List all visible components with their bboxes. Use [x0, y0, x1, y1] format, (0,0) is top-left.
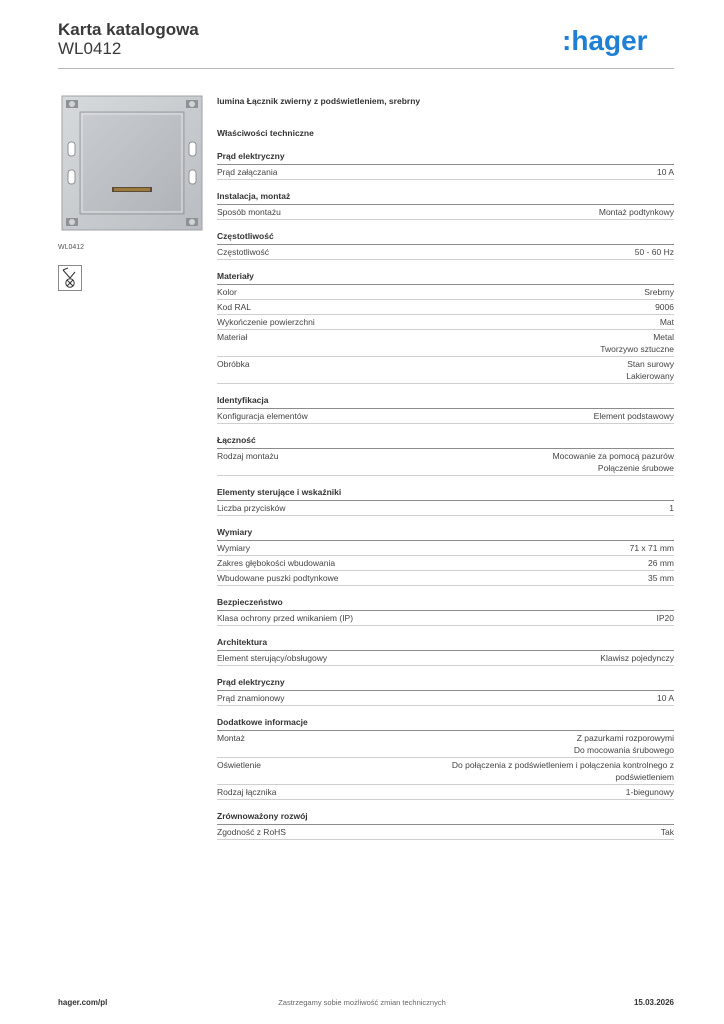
spec-value-line: 10 A	[656, 167, 674, 177]
section-heading: Dodatkowe informacje	[217, 716, 674, 731]
header-divider	[58, 68, 674, 69]
spec-label: Rodzaj montażu	[217, 451, 279, 461]
spec-section	[217, 394, 674, 424]
section-heading: Prąd elektryczny	[217, 150, 674, 165]
spec-value-line: Do połączenia z podświetleniem i połączenia kontrolnego z	[451, 760, 674, 770]
spec-row	[217, 691, 674, 706]
spec-value-line: Lakierowany	[626, 371, 674, 381]
spec-value-line: 1	[669, 503, 674, 513]
spec-value-line: Klawisz pojedynczy	[600, 653, 674, 663]
spec-value-line: Srebrny	[644, 287, 674, 297]
spec-row	[217, 731, 674, 758]
spec-label: Oświetlenie	[217, 760, 261, 770]
spec-value	[599, 206, 674, 218]
spec-value	[648, 557, 674, 569]
spec-label: Sposób montażu	[217, 207, 281, 217]
spec-row	[217, 758, 674, 785]
spec-label: Klasa ochrony przed wnikaniem (IP)	[217, 613, 354, 623]
spec-value-line: Element podstawowy	[593, 411, 674, 421]
spec-value	[657, 692, 674, 704]
spec-value-line: Mocowanie za pomocą pazurów	[552, 451, 674, 461]
spec-section	[217, 716, 674, 800]
product-title: lumina Łącznik zwierny z podświetleniem, srebrny	[217, 96, 421, 106]
spec-row	[217, 205, 674, 220]
spec-value	[553, 450, 674, 474]
section-heading: Częstotliwość	[217, 230, 674, 245]
spec-value	[648, 572, 674, 584]
spec-value-line: 9006	[655, 302, 674, 312]
illuminated-switch-symbol-icon	[58, 265, 82, 291]
section-heading: Architektura	[217, 636, 674, 651]
spec-label: Prąd znamionowy	[217, 693, 285, 703]
spec-value	[452, 759, 674, 783]
spec-row	[217, 651, 674, 666]
spec-section	[217, 526, 674, 586]
footer-url[interactable]: hager.com/pl	[58, 998, 108, 1007]
spec-value-line: Połączenie śrubowe	[597, 463, 674, 473]
spec-row	[217, 571, 674, 586]
image-caption: WL0412	[58, 244, 85, 251]
spec-value-line: Z pazurkami rozporowymi	[576, 733, 674, 743]
spec-value	[630, 542, 674, 554]
spec-section	[217, 270, 674, 384]
spec-section	[217, 676, 674, 706]
spec-label: Wymiary	[217, 543, 250, 553]
spec-value-line: Tworzywo sztuczne	[600, 344, 674, 354]
footer-disclaimer: Zastrzegamy sobie możliwość zmian technicznych	[278, 998, 446, 1007]
section-heading: Wymiary	[217, 526, 674, 541]
section-heading: Materiały	[217, 270, 674, 285]
spec-label: Element sterujący/obsługowy	[217, 653, 328, 663]
spec-label: Rodzaj łącznika	[217, 787, 277, 797]
spec-content	[217, 94, 674, 840]
section-heading: Elementy sterujące i wskaźniki	[217, 486, 674, 501]
spec-value-line: 50 - 60 Hz	[634, 247, 674, 257]
spec-row	[217, 556, 674, 571]
spec-row	[217, 611, 674, 626]
footer-date: 15.03.2026	[633, 998, 674, 1007]
spec-value-line: Do mocowania śrubowego	[573, 745, 674, 755]
spec-value	[635, 246, 674, 258]
spec-value-line: IP20	[656, 613, 674, 623]
spec-value	[644, 286, 674, 298]
spec-label: Wykończenie powierzchni	[217, 317, 315, 327]
spec-value	[626, 358, 674, 382]
spec-value	[660, 316, 674, 328]
spec-value	[600, 331, 674, 355]
spec-label: Prąd załączania	[217, 167, 278, 177]
spec-label: Kod RAL	[217, 302, 252, 312]
spec-section	[217, 190, 674, 220]
spec-row	[217, 315, 674, 330]
spec-row	[217, 300, 674, 315]
spec-value-line: 26 mm	[648, 558, 674, 568]
spec-value-line: Stan surowy	[627, 359, 674, 369]
spec-value-line: 10 A	[656, 693, 674, 703]
spec-row	[217, 165, 674, 180]
section-heading: Instalacja, montaż	[217, 190, 674, 205]
spec-value-line: 1-biegunowy	[625, 787, 674, 797]
spec-value-line: Mat	[659, 317, 674, 327]
spec-label: Kolor	[217, 287, 237, 297]
spec-row	[217, 501, 674, 516]
spec-label: Zakres głębokości wbudowania	[217, 558, 336, 568]
spec-label: Wbudowane puszki podtynkowe	[217, 573, 339, 583]
spec-row	[217, 825, 674, 840]
spec-label: Zgodność z RoHS	[217, 827, 286, 837]
spec-value-line: 71 x 71 mm	[629, 543, 674, 553]
spec-value	[657, 166, 674, 178]
spec-value	[655, 301, 674, 313]
spec-label: Obróbka	[217, 359, 250, 369]
spec-value	[626, 786, 674, 798]
spec-value	[669, 502, 674, 514]
spec-row	[217, 285, 674, 300]
spec-label: Częstotliwość	[217, 247, 269, 257]
spec-value-line: podświetleniem	[615, 772, 674, 782]
spec-section	[217, 230, 674, 260]
spec-label: Montaż	[217, 733, 245, 743]
spec-row	[217, 785, 674, 800]
spec-label: Materiał	[217, 332, 248, 342]
spec-row	[217, 245, 674, 260]
section-heading: Zrównoważony rozwój	[217, 810, 674, 825]
spec-sections	[217, 150, 674, 840]
properties-title: Właściwości techniczne	[217, 128, 314, 138]
spec-value-line: Tak	[660, 827, 674, 837]
spec-section	[217, 434, 674, 476]
spec-section	[217, 486, 674, 516]
spec-label: Konfiguracja elementów	[217, 411, 308, 421]
light-switch-icon	[58, 92, 206, 234]
hager-logo	[562, 25, 674, 59]
spec-value-line: Montaż podtynkowy	[598, 207, 674, 217]
spec-value	[600, 652, 674, 664]
spec-value	[661, 826, 674, 838]
spec-value	[657, 612, 675, 624]
section-heading: Identyfikacja	[217, 394, 674, 409]
spec-section	[217, 596, 674, 626]
spec-row	[217, 357, 674, 384]
document-title: Karta katalogowa	[58, 20, 199, 39]
spec-section	[217, 636, 674, 666]
spec-label: Liczba przycisków	[217, 503, 286, 513]
section-heading: Łączność	[217, 434, 674, 449]
spec-row	[217, 449, 674, 476]
svg-text::hager: :hager	[562, 25, 648, 56]
spec-section	[217, 810, 674, 840]
spec-value	[594, 410, 674, 422]
spec-value-line: Metal	[653, 332, 674, 342]
spec-value-line: 35 mm	[648, 573, 674, 583]
section-heading: Bezpieczeństwo	[217, 596, 674, 611]
product-code: WL0412	[58, 39, 122, 58]
spec-value	[574, 732, 674, 756]
section-heading: Prąd elektryczny	[217, 676, 674, 691]
spec-row	[217, 409, 674, 424]
spec-row	[217, 330, 674, 357]
spec-section	[217, 150, 674, 180]
spec-row	[217, 541, 674, 556]
